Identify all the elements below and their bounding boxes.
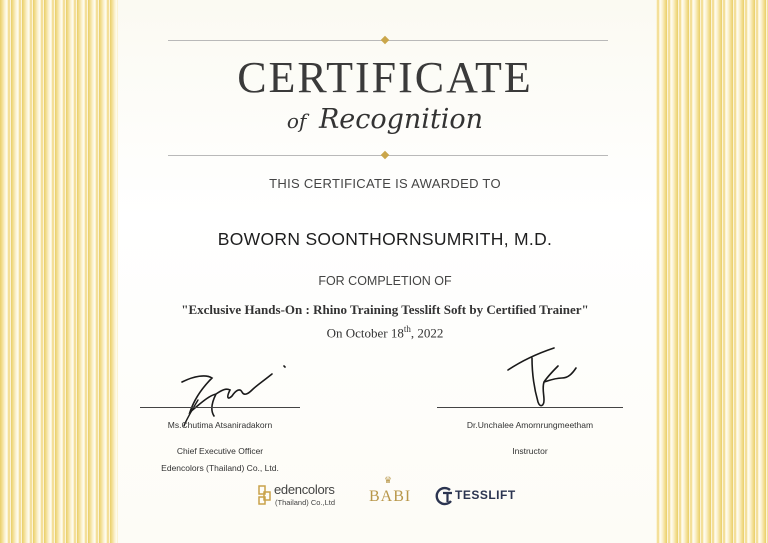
certificate-title: CERTIFICATE [237,53,533,102]
awarded-to-line: THIS CERTIFICATE IS AWARDED TO [269,176,501,191]
subtitle-main: Recognition [318,104,484,135]
subtitle-of: of [286,109,307,133]
left-signatory-name: Ms.Chutima Atsaniradakorn [167,420,273,430]
edencolors-mark-icon [258,484,272,506]
gold-stripe-border-left [0,0,118,543]
completion-line: FOR COMPLETION OF [318,274,452,288]
course-title: "Exclusive Hands-On : Rhino Training Tesslift Soft by Certified Trainer" [181,302,589,317]
date-year: , 2022 [410,325,444,341]
tesslift-logo [434,482,544,512]
left-signatory-company: Edencolors (Thailand) Co., Ltd. [161,463,279,473]
tesslift-name: TESSLIFT [455,488,516,502]
right-signatory-title: Instructor [512,446,548,456]
left-signature-line [140,407,300,408]
gold-stripe-border-right [656,0,768,543]
certificate-subtitle [150,104,620,135]
crown-icon: ♛ [384,475,393,485]
edencolors-logo [258,482,348,512]
bottom-diamond-ornament [381,151,389,159]
babi-name: BABI [369,488,412,505]
tesslift-mark-icon [434,486,454,506]
edencolors-sub: (Thailand) Co.,Ltd [275,498,336,507]
edencolors-name: edencolors [274,482,335,497]
completion-date [150,324,620,341]
recipient-name: BOWORN SOONTHORNSUMRITH, M.D. [217,229,553,249]
left-signatory-title: Chief Executive Officer [176,446,264,456]
left-signature-image [172,360,292,428]
right-signature-line [437,407,623,408]
date-ordinal: th [403,324,411,334]
date-prefix: On October 18 [326,325,404,341]
right-signatory-name: Dr.Unchalee Amornrungmeetham [466,420,594,430]
top-diamond-ornament [381,36,389,44]
babi-logo [366,475,416,512]
right-signature-image [502,342,582,412]
